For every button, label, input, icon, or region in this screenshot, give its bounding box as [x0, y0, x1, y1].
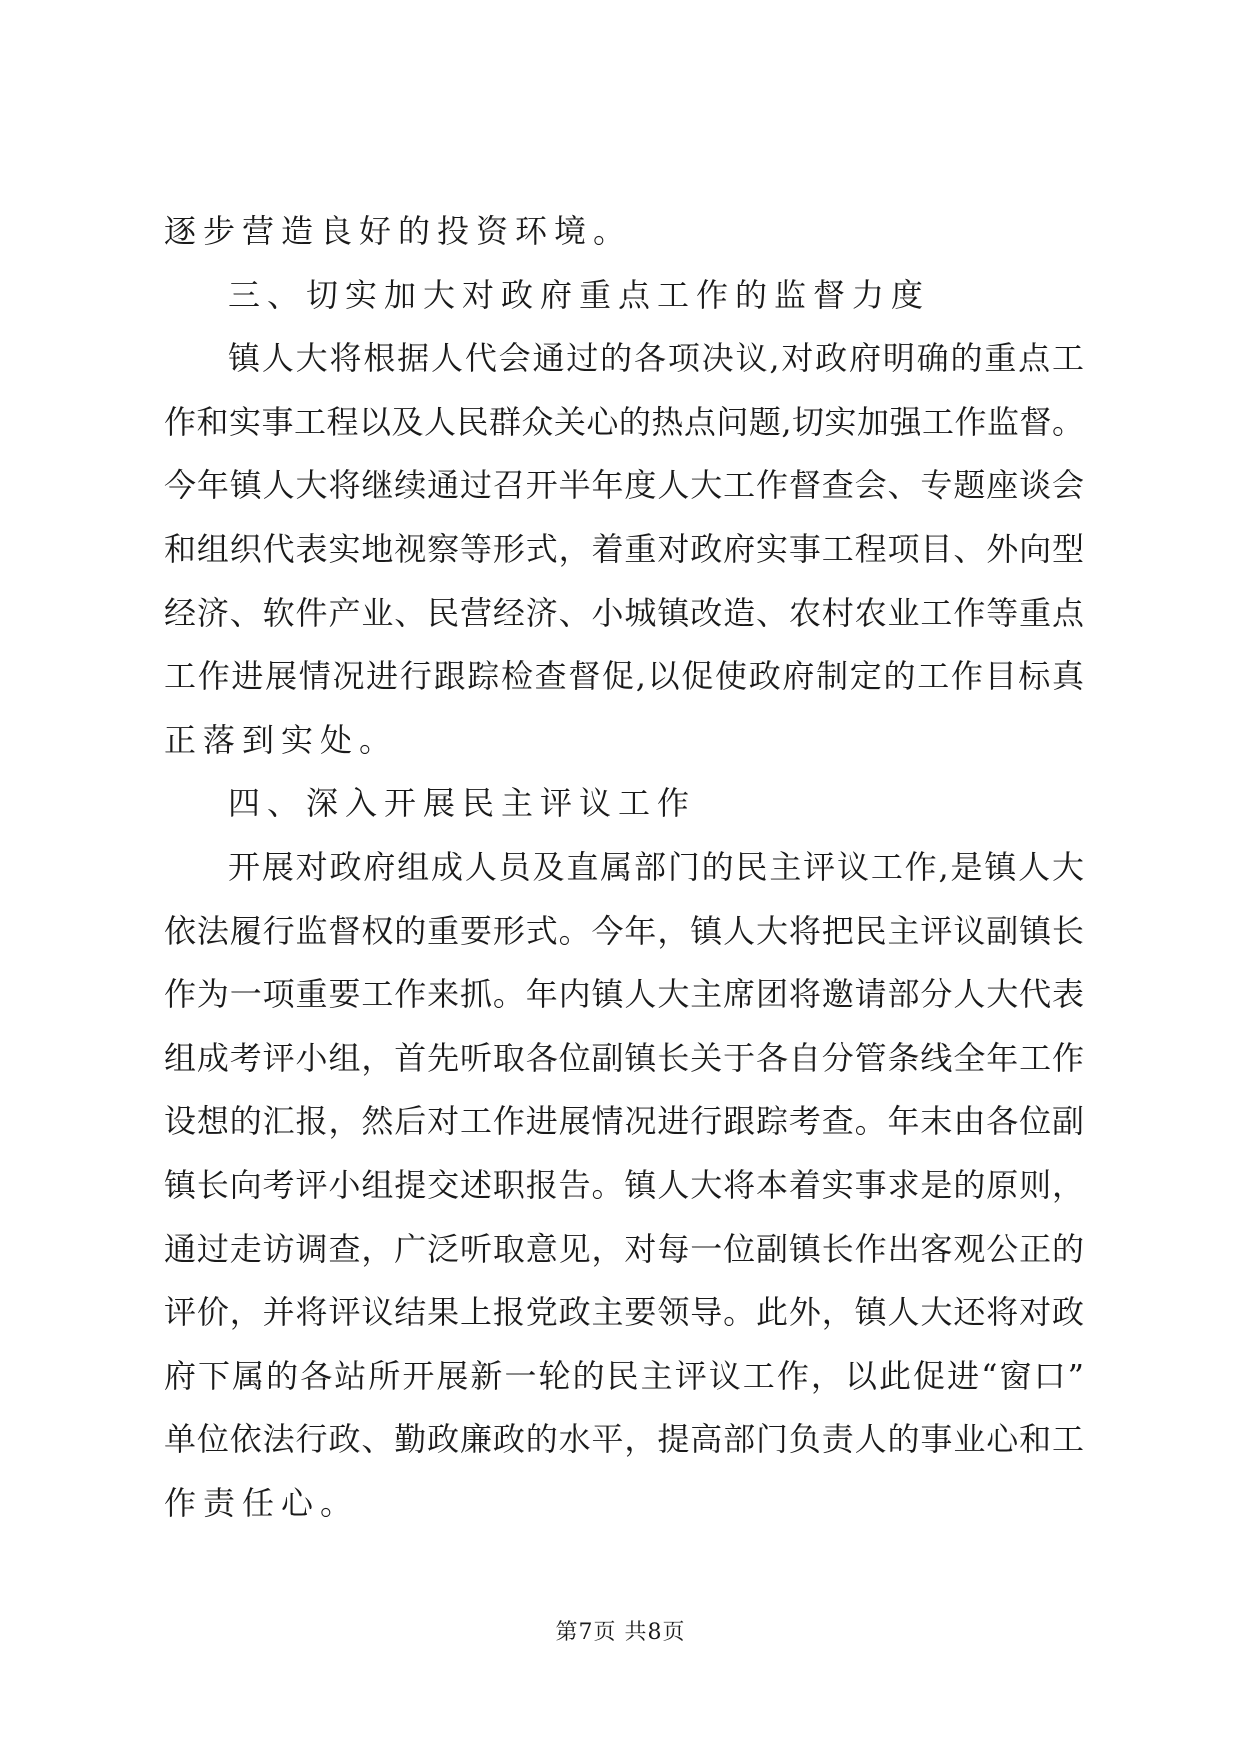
page-footer [0, 1618, 1241, 1648]
text-line-7: 经济、软件产业、民营经济、小城镇改造、农村农业工作等重点 [164, 593, 1084, 632]
text-line-3: 镇人大将根据人代会通过的各项决议,对政府明确的重点工 [228, 339, 1084, 378]
text-line-13: 作为一项重要工作来抓。年内镇人大主席团将邀请部分人大代表 [164, 975, 1084, 1014]
text-line-5: 今年镇人大将继续通过召开半年度人大工作督查会、专题座谈会 [164, 466, 1084, 505]
text-line-11: 开展对政府组成人员及直属部门的民主评议工作,是镇人大 [228, 847, 1084, 886]
section-heading-3: 三、切实加大对政府重点工作的监督力度 [228, 275, 931, 314]
text-line-16: 镇长向考评小组提交述职报告。镇人大将本着实事求是的原则， [164, 1165, 1084, 1204]
text-line-8: 工作进展情况进行跟踪检查督促,以促使政府制定的工作目标真 [164, 657, 1084, 696]
text-line-17: 通过走访调查，广泛听取意见，对每一位副镇长作出客观公正的 [164, 1229, 1084, 1268]
text-line-1: 逐步营造良好的投资环境。 [164, 212, 633, 250]
text-line-6: 和组织代表实地视察等形式，着重对政府实事工程项目、外向型 [164, 529, 1084, 568]
text-line-14: 组成考评小组，首先听取各位副镇长关于各自分管条线全年工作 [164, 1038, 1084, 1077]
text-line-15: 设想的汇报，然后对工作进展情况进行跟踪考查。年末由各位副 [164, 1102, 1084, 1141]
text-line-21: 作责任心。 [164, 1483, 360, 1522]
page-indicator: 第7页 共8页 [555, 1620, 686, 1645]
text-line-18: 评价，并将评议结果上报党政主要领导。此外，镇人大还将对政 [164, 1293, 1084, 1332]
section-heading-4: 四、深入开展民主评议工作 [228, 784, 697, 823]
text-line-12: 依法履行监督权的重要形式。今年，镇人大将把民主评议副镇长 [164, 911, 1084, 950]
text-line-19: 府下属的各站所开展新一轮的民主评议工作，以此促进“窗口” [164, 1356, 1084, 1395]
text-line-9: 正落到实处。 [164, 720, 399, 759]
text-line-20: 单位依法行政、勤政廉政的水平，提高部门负责人的事业心和工 [164, 1420, 1084, 1459]
document-body [164, 200, 1084, 1535]
text-line-4: 作和实事工程以及人民群众关心的热点问题,切实加强工作监督。 [164, 402, 1084, 441]
